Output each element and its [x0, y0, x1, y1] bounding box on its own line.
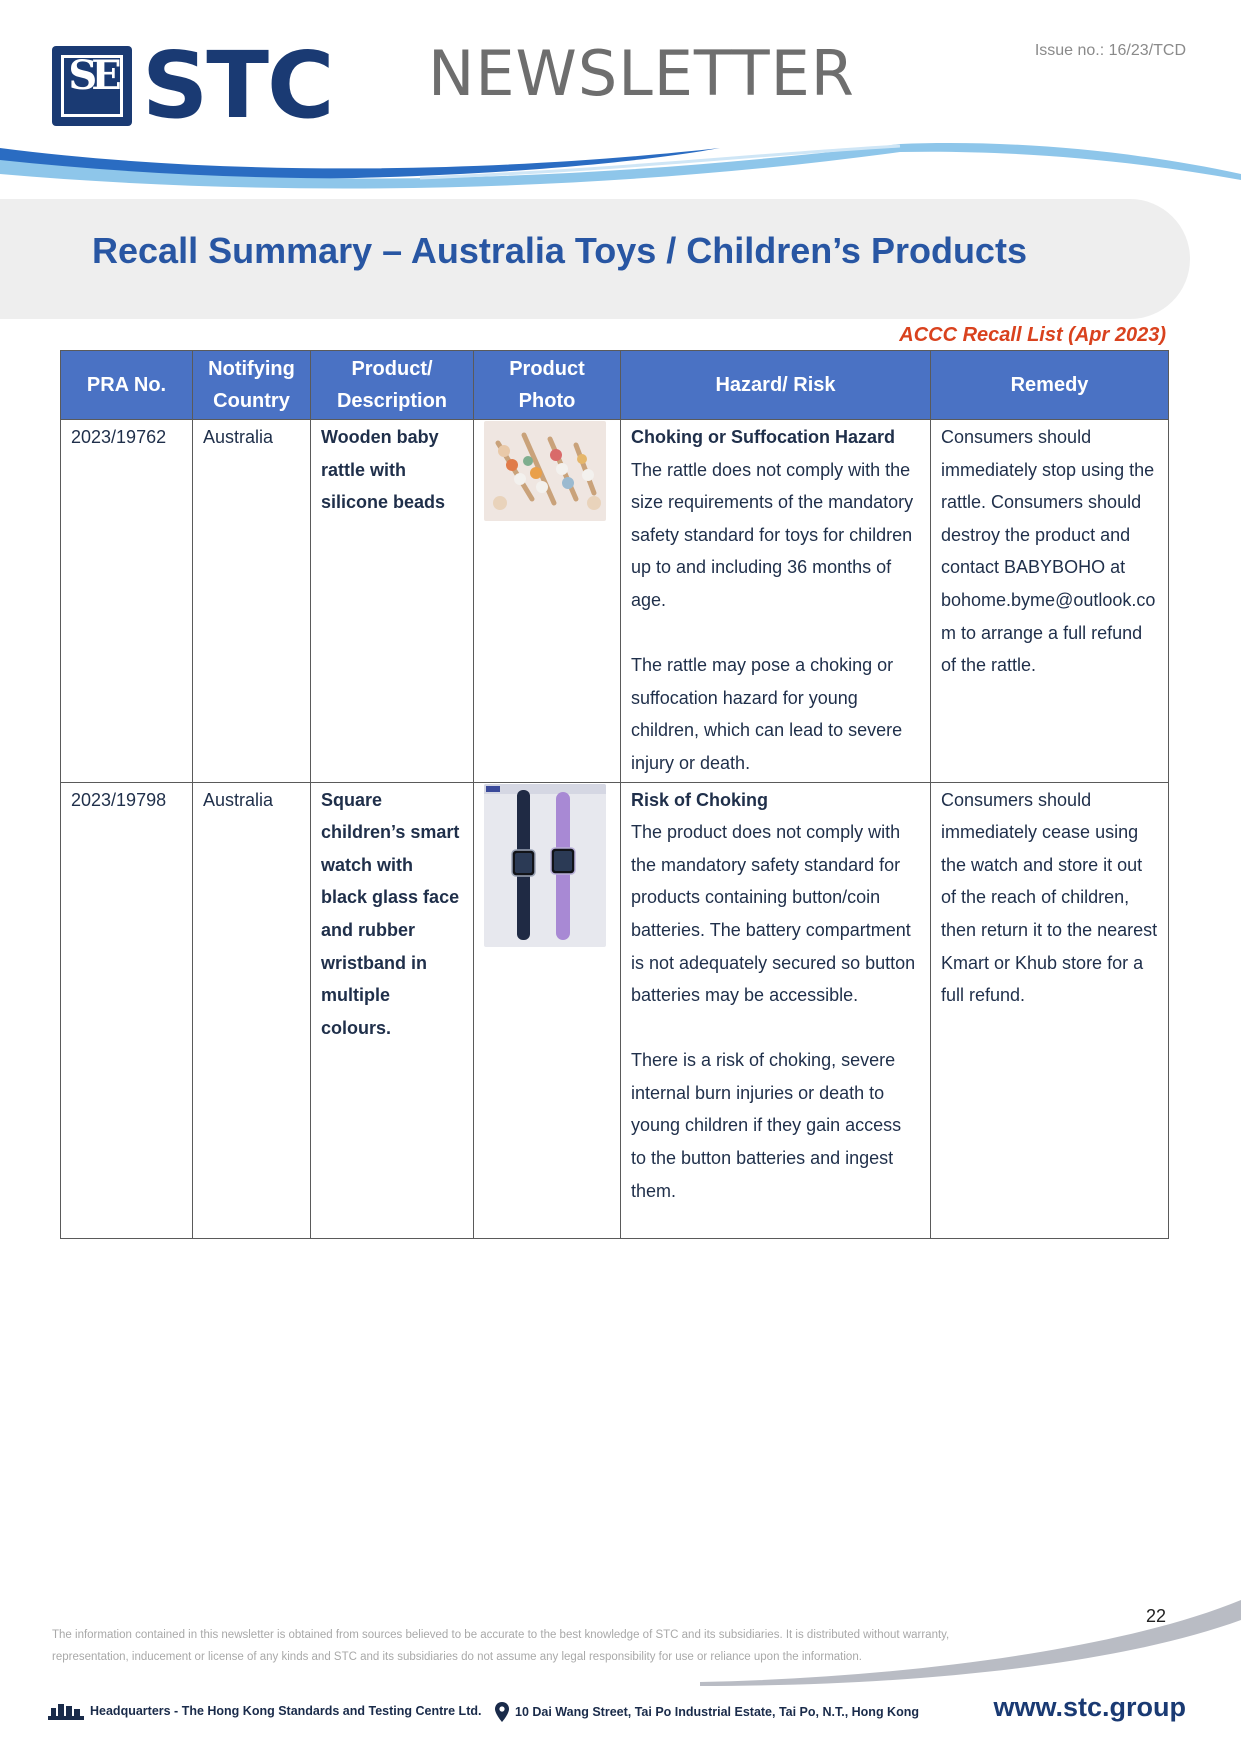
building-icon	[48, 1702, 84, 1720]
hazard-description: The rattle does not comply with the size requirements of the mandatory safety standard for toys for children up to and including 36 months of age.	[631, 459, 914, 610]
header-product-photo: Product Photo	[474, 351, 621, 420]
cell-photo	[474, 420, 621, 783]
header-remedy: Remedy	[931, 351, 1169, 420]
cell-remedy: Consumers should immediately cease using the watch and store it out of the reach of children, then return it to the nearest Kmart or Khub store for a full refund.	[931, 782, 1169, 1238]
table-row	[61, 420, 1169, 783]
header-notifying-country: Notifying Country	[193, 351, 311, 420]
cell-pra-no: 2023/19798	[61, 782, 193, 1238]
hazard-title: Choking or Suffocation Hazard	[631, 427, 896, 447]
cell-product: Wooden baby rattle with silicone beads	[311, 420, 474, 783]
page-title: Recall Summary – Australia Toys / Children’s Products	[92, 230, 1027, 271]
remedy-text: Consumers should immediately stop using the rattle. Consumers should destroy the product and contact BABYBOHO at bohome.byme@outlook.com to arrange a full refund of the rattle.	[941, 427, 1156, 676]
cell-pra-no: 2023/19762	[61, 420, 193, 783]
location-pin-icon	[495, 1702, 509, 1722]
cell-hazard	[621, 782, 931, 1238]
cell-product: Square children’s smart watch with black glass face and rubber wristband in multiple colours.	[311, 782, 474, 1238]
address-text: 10 Dai Wang Street, Tai Po Industrial Estate, Tai Po, N.T., Hong Kong	[515, 1705, 919, 1719]
logo-text: STC	[142, 32, 333, 139]
page-number: 22	[1145, 1606, 1166, 1626]
headquarters	[48, 1702, 481, 1720]
stc-logo-mark-icon: SE	[52, 46, 132, 126]
header-hazard-risk: Hazard/ Risk	[621, 351, 931, 420]
recall-list-caption: ACCC Recall List (Apr 2023)	[899, 324, 1166, 346]
cell-country: Australia	[193, 420, 311, 783]
table-header-row	[61, 351, 1169, 420]
smart-watch-photo-icon	[484, 784, 606, 947]
header-pra-no: PRA No.	[61, 351, 193, 420]
table-row	[61, 782, 1169, 1238]
headquarters-text: Headquarters - The Hong Kong Standards and Testing Centre Ltd.	[90, 1704, 482, 1718]
address	[495, 1702, 919, 1722]
website-link[interactable]: www.stc.group	[993, 1692, 1186, 1722]
cell-remedy	[931, 420, 1169, 783]
hazard-consequence: The rattle may pose a choking or suffocation hazard for young children, which can lead to severe injury or death.	[631, 655, 903, 773]
rattle-photo-icon	[484, 421, 606, 521]
disclaimer: The information contained in this newsletter is obtained from sources believed to be accurate to the best knowledge of STC and its subsidiaries. It is distributed without warranty, representation, inducement or license of any kinds and STC and its subsidiaries do not assume any legal responsibility for use or reliance upon the information.	[52, 1629, 950, 1663]
newsletter-heading: NEWSLETTER	[428, 37, 855, 110]
header-product-description: Product/ Description	[311, 351, 474, 420]
cell-hazard	[621, 420, 931, 783]
stc-logo	[52, 32, 352, 139]
cell-photo	[474, 782, 621, 1238]
recall-table	[60, 350, 1169, 1239]
header-swoosh-decoration	[0, 140, 1241, 200]
hazard-description: The product does not comply with the mandatory safety standard for products containing button/coin batteries. The battery compartment is not adequately secured so button batteries may be accessible.	[631, 822, 916, 1006]
hazard-consequence: There is a risk of choking, severe internal burn injuries or death to young children if they gain access to the button batteries and ingest them.	[631, 1050, 902, 1201]
issue-number: Issue no.: 16/23/TCD	[1034, 42, 1186, 59]
cell-country: Australia	[193, 782, 311, 1238]
hazard-title: Risk of Choking	[631, 789, 769, 810]
